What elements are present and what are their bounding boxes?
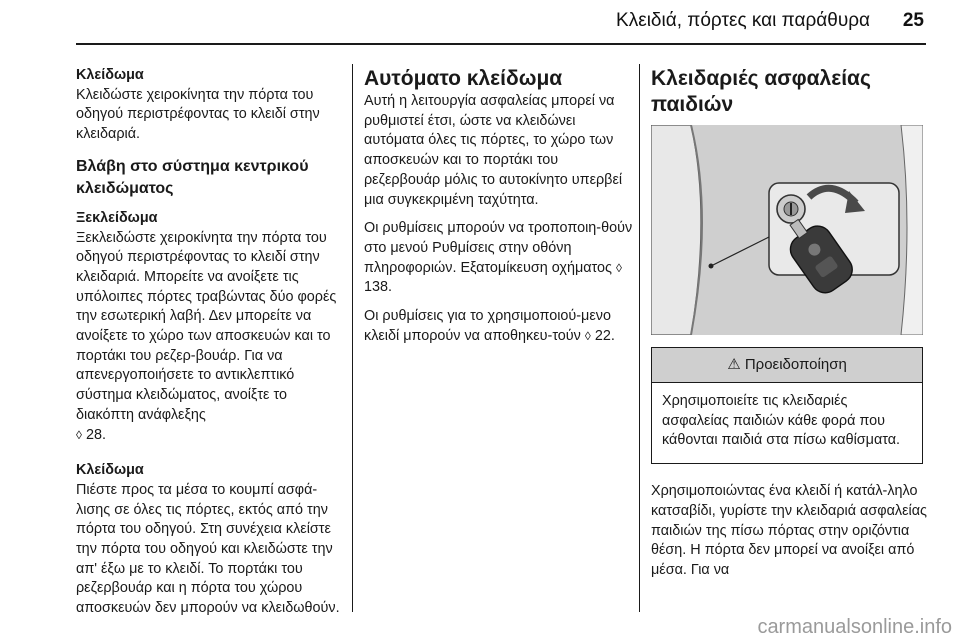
paragraph-unlocking-text: Ξεκλειδώστε χειροκίνητα την πόρτα του οδηγού περιστρέφοντας το κλειδί στην κλειδαριά. Μπορείτε να ανοίξετε τις υπόλοιπες πόρτες τραβώντας δύο φορές την εσωτερική λαβή. Δεν μπορείτε να ανοίξετε το χώρο των αποσκευών και το πορτάκι του ρεζερ-βουάρ. Για να απενεργοποιήσετε το αντικλεπτικό σύστημα κλειδώματος, ανοίξτε το διακόπτη ανάφλεξης [76,229,337,423]
page-ref-138: 138. [364,279,393,296]
running-header-title: Κλειδιά, πόρτες και παράθυρα [616,10,870,31]
column-3 [651,66,927,581]
paragraph-auto-lock-2 [364,219,634,298]
subhead-locking-2: Κλείδωμα [76,462,144,479]
page-ref-28: 28. [85,426,106,443]
paragraph-locking: Κλειδώστε χειροκίνητα την πόρτα του οδηγού περιστρέφοντας το κλειδί στην κλειδαριά. [76,86,320,143]
page-ref-22: 22. [594,327,615,344]
paragraph-auto-lock-1: Αυτή η λειτουργία ασφαλείας μπορεί να ρυθμιστεί έτσι, ώστε να κλειδώνει αυτόματα όλες τις πόρτες, το χώρο των αποσκευών και το πορτάκι του ρεζερβουάρ μόλις το αυτοκίνητο υπερβεί μια συγκεκριμένη ταχύτητα. [364,93,623,208]
heading-central-locking-fault: Βλάβη στο σύστημα κεντρικού κλειδώματος [76,157,309,197]
column-1 [76,66,344,619]
reference-arrow-icon: ◊ [76,427,82,442]
heading-automatic-locking: Αυτόματο κλείδωμα [364,67,563,90]
paragraph-child-lock: Χρησιμοποιώντας ένα κλειδί ή κατάλ-ληλο κατσαβίδι, γυρίστε την κλειδαριά ασφαλείας παιδιών της πίσω πόρτας στην οριζόντια θέση. Η πόρτα δεν μπορεί να ανοίξει από μέσα. Για να [651,483,927,578]
subhead-locking: Κλείδωμα [76,67,144,83]
warning-title: Προειδοποίηση [744,356,847,373]
paragraph-locking-2: Πιέστε προς τα μέσα το κουμπί ασφά-λισης σε όλες τις πόρτες, εκτός από την πόρτα του οδηγού. Στη συνέχεια κλείστε την πόρτα του οδηγού και κλειδώστε την απ' έξω με το κλειδί. Το πορτάκι του ρεζερβουάρ και η πόρτα του χώρου αποσκευών δεν μπορούν να κλειδωθούν. [76,481,340,617]
subhead-unlocking: Ξεκλείδωμα [76,209,158,226]
child-lock-drawing [651,125,923,335]
warning-header [652,348,922,383]
column-2 [364,66,634,346]
warning-body: Χρησιμοποιείτε τις κλειδαριές ασφαλείας παιδιών κάθε φορά που κάθονται παιδιά στα πίσω καθίσματα. [662,393,901,449]
paragraph-auto-lock-2-text: Οι ρυθμίσεις μπορούν να τροποποιη-θούν στο μενού Ρυθμίσεις στην οθόνη πληροφοριών. Εξατομίκευση οχήματος [364,220,633,276]
watermark: carmanualsonline.info [757,616,952,638]
paragraph-unlocking [76,229,344,446]
reference-arrow-icon: ◊ [584,328,591,343]
heading-child-locks: Κλειδαριές ασφαλείας παιδιών [651,67,871,116]
warning-triangle-icon: ⚠ [727,356,741,373]
paragraph-auto-lock-3 [364,307,634,346]
column-divider-2 [639,64,640,612]
warning-box [651,347,923,464]
reference-arrow-icon: ◊ [615,260,622,275]
paragraph-auto-lock-3-text: Οι ρυθμίσεις για το χρησιμοποιού-μενο κλειδί μπορούν να αποθηκευ-τούν [364,308,611,344]
child-lock-illustration [651,125,923,335]
header-rule [76,43,926,45]
page-number: 25 [902,10,924,31]
column-divider-1 [352,64,353,612]
